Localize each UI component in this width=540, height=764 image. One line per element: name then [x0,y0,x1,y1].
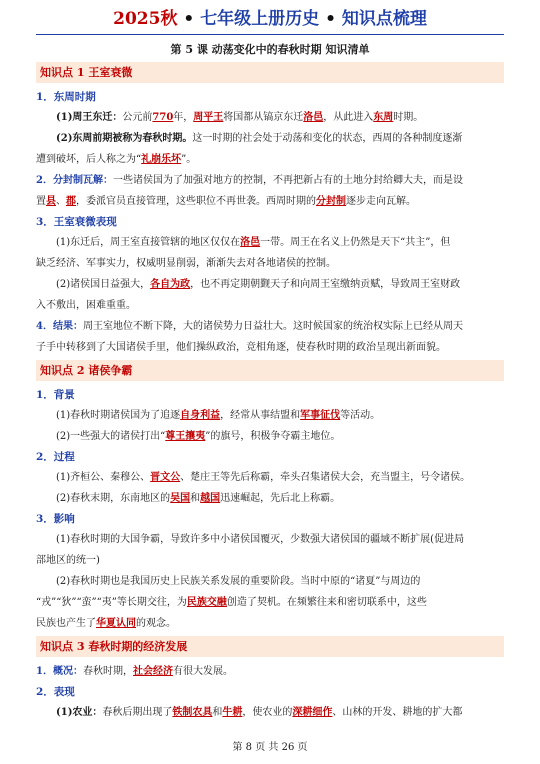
paragraph: (1)春秋时期的大国争霸，导致许多中小诸侯国覆灭，少数强大诸侯国的疆域不断扩展(促进局 [56,534,465,545]
paragraph: 遭到破坏，后人称之为“礼崩乐坏”。 [36,154,197,165]
section-heading: 2．过程 [36,451,75,463]
header-grade: 七年级上册历史 [200,9,320,29]
paragraph: (2)诸侯国日益强大，各自为政，也不再定期朝觐天子和向周王室缴纳贡赋，导致周王室财政 [56,279,461,290]
paragraph: (2)春秋末期，东南地区的吴国和越国迅速崛起，先后北上称霸。 [56,493,341,504]
paragraph: 民族也产生了华夏认同的观念。 [36,618,176,629]
paragraph: 部地区的统一) [36,555,100,566]
paragraph: (1)齐桓公、秦穆公、晋文公、楚庄王等先后称霸，牵头召集诸侯大会，充当盟主，号令诸侯。 [56,472,471,483]
paragraph: (2)东周前期被称为春秋时期。这一时期的社会处于动荡和变化的状态，西周的各种制度逐渐 [56,133,463,144]
paragraph: 1．概况：春秋时期，社会经济有很大发展。 [36,666,233,677]
paragraph: (1)东迁后，周王室直接管辖的地区仅仅在洛邑一带。周王在名义上仍然是天下“共主”，但 [56,237,451,248]
section-heading: 1．东周时期 [36,91,96,103]
paragraph: (1)周王东迁：公元前770年，周平王将国都从镐京东迁洛邑，从此进入东周时期。 [56,112,424,123]
section-heading: 3．影响 [36,513,75,525]
section-heading: 1．背景 [36,389,75,401]
paragraph: 缺乏经济、军事实力，权威明显削弱，渐渐失去对各地诸侯的控制。 [36,258,336,269]
section-heading: 2．表现 [36,686,75,698]
paragraph: 置县、郡，委派官员直接管理，这些职位不再世袭。西周时期的分封制逐步走向瓦解。 [36,196,416,207]
header-topic: 知识点梳理 [341,9,427,29]
document-body [36,60,504,723]
paragraph: 2．分封制瓦解：一些诸侯国为了加强对地方的控制，不再把新占有的土地分封给卿大夫，而是设 [36,175,463,186]
page-header [0,8,540,30]
header-dot: • [319,9,342,29]
knowledge-point-3-title: 知识点 3 春秋时期的经济发展 [36,636,504,657]
header-divider [36,34,504,35]
paragraph: (2)春秋时期也是我国历史上民族关系发展的重要阶段。当时中原的“诸夏”与周边的 [56,576,421,587]
knowledge-point-1-title: 知识点 1 王室衰微 [36,62,504,83]
paragraph: 4．结果：周王室地位不断下降，大的诸侯势力日益壮大。这时候国家的统治权实际上已经从周天 [36,321,463,332]
paragraph: (1)春秋时期诸侯国为了追逐自身利益，经常从事结盟和军事征伐等活动。 [56,410,381,421]
paragraph: “戎”“狄”“蛮”“夷”等长期交往，为民族交融创造了契机。在频繁往来和密切联系中，这些 [36,597,427,608]
paragraph: (2)一些强大的诸侯打出“尊王攘夷”的旗号，积极争夺霸主地位。 [56,431,341,442]
header-dot: • [177,9,201,29]
header-season: 2025秋 [113,9,178,29]
paragraph: (1)农业：春秋后期出现了铁制农具和牛耕，使农业的深耕细作、山林的开发、耕地的扩大都 [56,707,463,718]
paragraph: 入不敷出，困难重重。 [36,300,136,311]
section-heading: 3．王室衰微表现 [36,216,117,228]
paragraph: 子手中转移到了大国诸侯手里，他们操纵政治，竞相角逐，使春秋时期的政治呈现出新面貌。 [36,342,446,353]
lesson-subtitle: 第 5 课 动荡变化中的春秋时期 知识清单 [170,43,370,56]
page-number: 第 8 页 共 26 页 [232,742,308,753]
knowledge-point-2-title: 知识点 2 诸侯争霸 [36,360,504,381]
